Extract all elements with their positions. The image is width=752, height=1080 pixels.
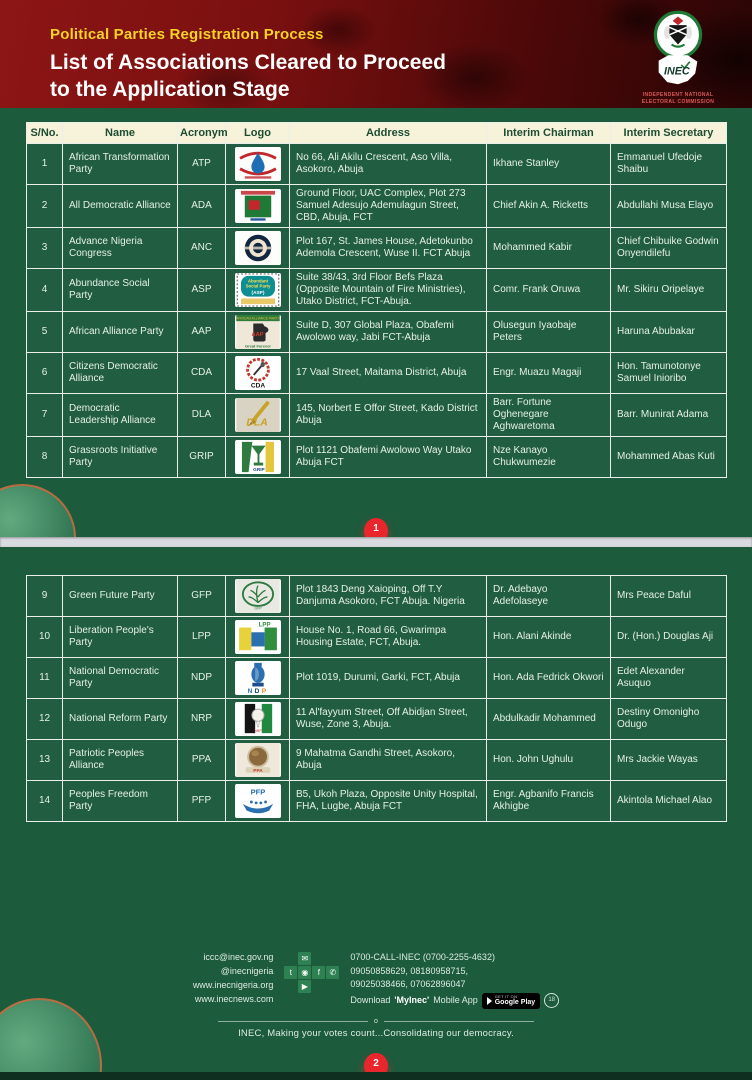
serial-number: 12 [27,699,63,740]
svg-text:Great Forever: Great Forever [244,343,271,349]
party-logo-grip-icon [235,440,281,474]
party-address: Plot 167, St. James House, Adetokunbo Ademola Crescent, Wuse II. FCT Abuja [290,228,487,269]
party-acronym: ADA [178,185,226,228]
party-name: All Democratic Alliance [63,185,178,228]
party-acronym: NDP [178,658,226,699]
page-title-line1: List of Associations Cleared to Proceed [50,51,446,74]
svg-text:N: N [247,688,252,695]
party-logo-dla-icon [235,398,281,432]
inec-tagline: INEC, Making your votes count...Consolidating our democracy. [238,1027,514,1039]
serial-number: 3 [27,228,63,269]
table-row [27,394,727,437]
column-header-secretary: Interim Secretary [611,123,727,144]
inec-emblem-icon [642,9,714,95]
party-acronym: ANC [178,228,226,269]
party-logo-ppa-icon [235,743,281,777]
serial-number: 4 [27,269,63,312]
serial-number: 13 [27,740,63,781]
party-logo-aap-icon [235,315,281,349]
svg-text:NRP: NRP [253,729,262,734]
flyer-page-2 [0,547,752,1072]
party-acronym: CDA [178,353,226,394]
svg-text:LPP: LPP [258,621,271,629]
contact-handle: @inecnigeria [220,965,274,976]
interim-chairman: Mohammed Kabir [487,228,611,269]
column-header-name: Name [63,123,178,144]
interim-chairman: Ikhane Stanley [487,144,611,185]
party-logo-cell [226,740,290,781]
eyebrow-text: Political Parties Registration Process [50,26,324,43]
party-name: National Democratic Party [63,658,178,699]
serial-number: 8 [27,437,63,478]
party-name: African Alliance Party [63,312,178,353]
play-triangle-icon [487,997,492,1005]
svg-text:CDA: CDA [250,382,265,390]
interim-chairman: Barr. Fortune Oghenegare Aghwaretoma [487,394,611,437]
twitter-icon: t [284,966,297,979]
party-address: 17 Vaal Street, Maitama District, Abuja [290,353,487,394]
party-logo-cda-icon [235,356,281,390]
interim-chairman: Engr. Muazu Magaji [487,353,611,394]
party-acronym: PFP [178,781,226,822]
svg-text:PPA: PPA [252,768,263,774]
party-address: Plot 1843 Deng Xaioping, Off T.Y Danjuma Asokoro, FCT Abuja. Nigeria [290,576,487,617]
party-logo-cell [226,781,290,822]
svg-text:AFRICAN ALLIANCE PARTY: AFRICAN ALLIANCE PARTY [235,316,280,321]
parties-table-page2 [26,575,727,822]
app-name: 'MyInec' [394,994,430,1005]
party-acronym: NRP [178,699,226,740]
interim-chairman: Engr. Agbanifo Francis Akhigbe [487,781,611,822]
column-header-sno: S/No. [27,123,63,144]
party-name: Green Future Party [63,576,178,617]
party-logo-pfp-icon [235,784,281,818]
svg-text:(ASP): (ASP) [251,290,264,296]
google-play-badge: GET IT ON Google Play [482,993,540,1009]
table-row [27,353,727,394]
serial-number: 1 [27,144,63,185]
table-row [27,781,727,822]
party-acronym: PPA [178,740,226,781]
inec-caption: INDEPENDENT NATIONAL ELECTORAL COMMISSION [641,92,715,105]
interim-secretary: Mrs Jackie Wayas [611,740,727,781]
svg-text:AAP: AAP [251,331,264,338]
party-address: 145, Norbert E Offor Street, Kado District Abuja [290,394,487,437]
svg-text:D: D [254,688,259,695]
table-row [27,437,727,478]
party-acronym: LPP [178,617,226,658]
social-media-cross [284,952,339,993]
party-name: Abundance Social Party [63,269,178,312]
interim-chairman: Hon. Ada Fedrick Okwori [487,658,611,699]
party-address: 11 Al'fayyum Street, Off Abidjan Street, Wuse, Zone 3, Abuja. [290,699,487,740]
interim-secretary: Barr. Munirat Adama [611,394,727,437]
column-header-chairman: Interim Chairman [487,123,611,144]
serial-number: 11 [27,658,63,699]
svg-text:PFP: PFP [250,787,265,797]
column-header-address: Address [290,123,487,144]
party-name: Peoples Freedom Party [63,781,178,822]
party-address: Plot 1121 Obafemi Awolowo Way Utako Abuja FCT [290,437,487,478]
contact-email: iccc@inec.gov.ng [203,952,274,962]
interim-secretary: Mr. Sikiru Oripelaye [611,269,727,312]
table-row [27,658,727,699]
table-row [27,617,727,658]
party-logo-cell [226,228,290,269]
party-logo-cell [226,699,290,740]
contact-footer [0,949,752,1039]
interim-secretary: Haruna Abubakar [611,312,727,353]
party-address: Suite D, 307 Global Plaza, Obafemi Awolowo way, Jabi FCT-Abuja [290,312,487,353]
party-acronym: ASP [178,269,226,312]
serial-number: 7 [27,394,63,437]
party-name: Democratic Leadership Alliance [63,394,178,437]
contact-news-site: www.inecnews.com [194,993,274,1004]
footer-divider: o [0,1018,752,1025]
interim-chairman: Hon. Alani Akinde [487,617,611,658]
party-name: African Transformation Party [63,144,178,185]
party-name: Citizens Democratic Alliance [63,353,178,394]
table-row [27,312,727,353]
party-logo-cell [226,658,290,699]
table-row [27,576,727,617]
page-number-badge-2: 2 [364,1053,388,1072]
mail-icon: ✉ [298,952,311,965]
serial-number: 5 [27,312,63,353]
table-row [27,740,727,781]
interim-secretary: Abdullahi Musa Elayo [611,185,727,228]
app-download-line: Download 'MyInec' Mobile App GET IT ON Google Play 18 [350,993,559,1009]
party-address: Suite 38/43, 3rd Floor Befs Plaza (Opposite Mountain of Fire Ministries), Utako District, FCT-Abuja. [290,269,487,312]
party-logo-cell [226,269,290,312]
party-logo-cell [226,617,290,658]
party-logo-anc-icon [235,231,281,265]
decorative-corner-circle [0,484,76,537]
svg-text:Abundant: Abundant [247,278,268,284]
party-logo-cell [226,576,290,617]
party-name: Advance Nigeria Congress [63,228,178,269]
party-logo-ada-icon [235,189,281,223]
parties-table-page1 [26,122,727,478]
phone-icon: ✆ [326,966,339,979]
bottom-edge-strip [0,1072,752,1080]
contact-links [193,949,274,1007]
interim-secretary: Dr. (Hon.) Douglas Aji [611,617,727,658]
party-name: Liberation People's Party [63,617,178,658]
party-acronym: DLA [178,394,226,437]
party-logo-cell [226,185,290,228]
table-header-row [27,123,727,144]
page-number-badge-1: 1 [364,518,388,537]
inec-acronym: INEC [664,65,690,78]
party-logo-cell [226,437,290,478]
serial-number: 10 [27,617,63,658]
interim-secretary: Chief Chibuike Godwin Onyendilefu [611,228,727,269]
party-address: No 66, Ali Akilu Crescent, Aso Villa, Asokoro, Abuja [290,144,487,185]
interim-secretary: Mrs Peace Daful [611,576,727,617]
interim-chairman: Chief Akin A. Ricketts [487,185,611,228]
svg-text:DLA: DLA [245,417,268,429]
facebook-icon: f [312,966,325,979]
table-row [27,699,727,740]
table-row [27,185,727,228]
party-acronym: GFP [178,576,226,617]
hero-banner [0,0,752,108]
svg-text:GRIP: GRIP [252,468,265,474]
serial-number: 2 [27,185,63,228]
phone-numbers [350,949,559,1009]
interim-secretary: Emmanuel Ufedoje Shaibu [611,144,727,185]
svg-text:GFP: GFP [253,606,262,611]
interim-chairman: Nze Kanayo Chukwumezie [487,437,611,478]
party-address: Plot 1019, Durumi, Garki, FCT, Abuja [290,658,487,699]
column-header-logo: Logo [226,123,290,144]
inec-logo [638,9,718,106]
party-acronym: AAP [178,312,226,353]
flyer-page-1 [0,0,752,537]
party-logo-atp-icon [235,147,281,181]
youtube-icon: ▶ [298,980,311,993]
page-title-line2: to the Application Stage [50,77,290,101]
svg-text:P: P [261,688,266,695]
serial-number: 9 [27,576,63,617]
serial-number: 14 [27,781,63,822]
interim-secretary: Destiny Omonigho Odugo [611,699,727,740]
party-address: Ground Floor, UAC Complex, Plot 273 Samuel Adesujo Ademulagun Street, CBD, Abuja, FCT [290,185,487,228]
instagram-icon: ◉ [298,966,311,979]
table-row [27,228,727,269]
interim-chairman: Olusegun Iyaobaje Peters [487,312,611,353]
party-logo-cell [226,312,290,353]
party-logo-asp-icon [235,273,281,307]
phone-line-2: 09025038466, 07062896047 [350,979,466,989]
svg-text:Social Party: Social Party [245,283,270,289]
party-logo-lpp-icon [235,620,281,654]
phone-line-1: 09050858629, 08180958715, [350,965,468,976]
party-name: National Reform Party [63,699,178,740]
age-rating-badge: 18 [544,993,559,1008]
party-logo-cell [226,144,290,185]
interim-secretary: Edet Alexander Asuquo [611,658,727,699]
party-acronym: ATP [178,144,226,185]
party-name: Grassroots Initiative Party [63,437,178,478]
contact-website: www.inecnigeria.org [192,979,274,990]
party-logo-ndp-icon [235,661,281,695]
interim-secretary: Akintola Michael Alao [611,781,727,822]
party-address: B5, Ukoh Plaza, Opposite Unity Hospital, FHA, Lugbe, Abuja FCT [290,781,487,822]
interim-chairman: Abdulkadir Mohammed [487,699,611,740]
hotline: 0700-CALL-INEC (0700-2255-4632) [350,952,495,962]
party-acronym: GRIP [178,437,226,478]
interim-chairman: Comr. Frank Oruwa [487,269,611,312]
serial-number: 6 [27,353,63,394]
party-logo-gfp-icon [235,579,281,613]
party-logo-cell [226,353,290,394]
interim-secretary: Hon. Tamunotonye Samuel Inioribo [611,353,727,394]
interim-chairman: Dr. Adebayo Adefolaseye [487,576,611,617]
interim-chairman: Hon. John Ughulu [487,740,611,781]
party-logo-nrp-icon [235,702,281,736]
party-logo-cell [226,394,290,437]
page-separator [0,537,752,547]
table-row [27,144,727,185]
party-address: 9 Mahatma Gandhi Street, Asokoro, Abuja [290,740,487,781]
party-name: Patriotic Peoples Alliance [63,740,178,781]
interim-secretary: Mohammed Abas Kuti [611,437,727,478]
party-address: House No. 1, Road 66, Gwarimpa Housing Estate, FCT, Abuja. [290,617,487,658]
column-header-acronym: Acronym [178,123,226,144]
table-row [27,269,727,312]
